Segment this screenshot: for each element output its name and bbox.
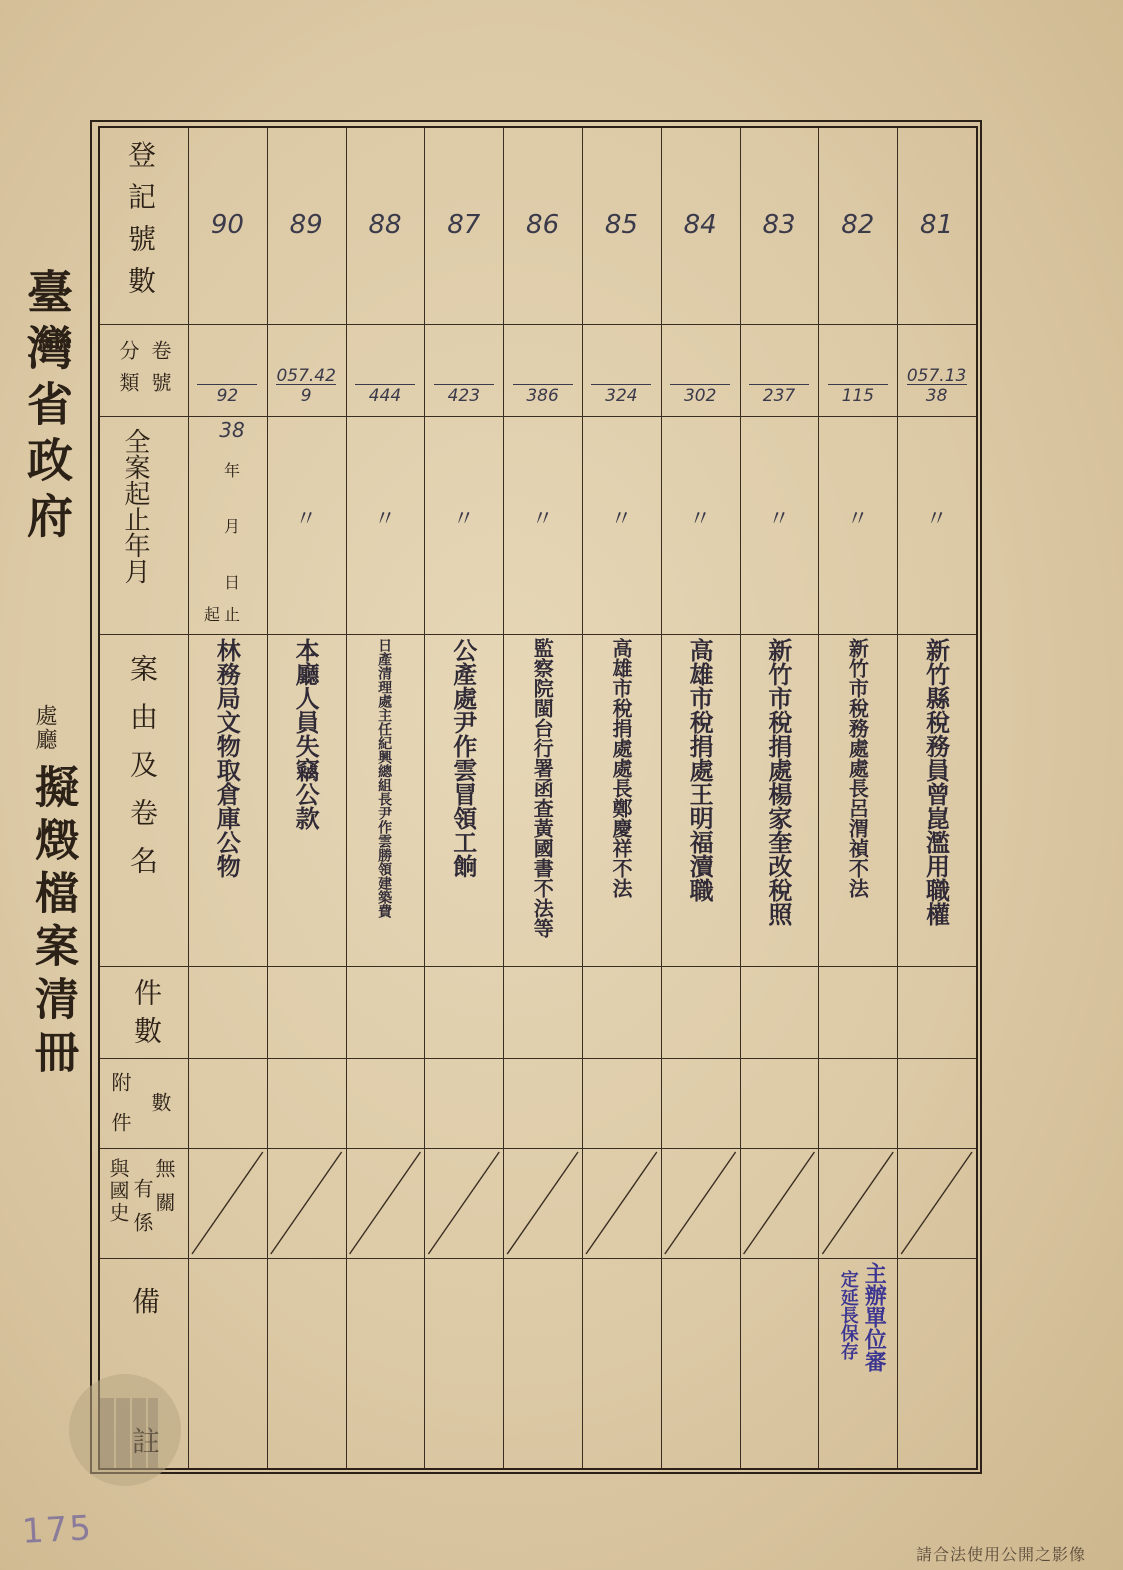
class-number-top	[591, 366, 651, 384]
row-divider	[100, 1148, 976, 1149]
archive-watermark: 請合法使用公開之影像	[916, 1545, 1087, 1564]
diagonal-strike	[428, 1152, 499, 1254]
case-name: 高雄市稅捐處王明福瀆職	[685, 638, 715, 902]
volume-number: 92	[197, 384, 257, 406]
register-number: 83	[762, 210, 796, 240]
class-volume-cell	[749, 366, 809, 406]
page-number: 175	[21, 1508, 94, 1552]
stamp-line-2: 定延長保存	[837, 1270, 859, 1360]
volume-number: 444	[355, 384, 415, 406]
class-volume-cell	[513, 366, 573, 406]
ditto-mark: 〃	[610, 507, 633, 532]
column-divider	[424, 128, 425, 1468]
date-month-label: 月	[224, 517, 241, 536]
diagonal-strike	[822, 1152, 893, 1254]
volume-number: 386	[513, 384, 573, 406]
header-attach-left: 附件	[108, 1072, 132, 1152]
row-divider	[100, 966, 976, 967]
header-history-a: 無關	[152, 1158, 176, 1226]
class-number-top	[749, 366, 809, 384]
class-number-top	[197, 366, 257, 384]
volume-number: 423	[434, 384, 494, 406]
row-divider	[100, 1058, 976, 1059]
diagonal-strike	[901, 1152, 972, 1254]
header-remark-top: 備	[132, 1285, 161, 1318]
diagonal-strike	[192, 1152, 263, 1254]
column-divider	[661, 128, 662, 1468]
register-number: 86	[526, 210, 560, 240]
class-volume-cell	[907, 366, 967, 406]
volume-number: 324	[591, 384, 651, 406]
class-number-top	[355, 366, 415, 384]
volume-number: 9	[276, 384, 336, 406]
column-divider	[740, 128, 741, 1468]
class-number-top: 057.13	[906, 366, 967, 386]
document-subtitle: 處廳	[32, 704, 57, 752]
column-divider	[897, 128, 898, 1468]
diagonal-strike	[744, 1152, 815, 1254]
document-title: 臺灣省政府	[20, 268, 74, 548]
case-name: 高雄市稅捐處處長鄭慶祥不法	[608, 638, 633, 898]
header-case-name: 案由及卷名	[126, 654, 159, 894]
header-date-range: 全案起止年月	[120, 428, 150, 584]
header-history-b: 有係	[130, 1178, 154, 1246]
class-number-top	[828, 366, 888, 384]
header-class-left: 分類	[116, 340, 140, 404]
register-number: 87	[447, 210, 481, 240]
row-divider	[100, 1258, 976, 1259]
stamp-line-1: 主辦單位審	[861, 1262, 888, 1372]
class-volume-cell	[828, 366, 888, 406]
class-volume-cell	[670, 366, 730, 406]
row-divider	[100, 324, 976, 325]
header-class-right: 卷號	[148, 340, 172, 404]
register-number: 85	[604, 210, 638, 240]
header-attach-right: 數	[148, 1092, 172, 1112]
case-name: 本廳人員失竊公款	[291, 638, 321, 830]
column-divider	[346, 128, 347, 1468]
ditto-mark: 〃	[373, 507, 396, 532]
diagonal-strike	[665, 1152, 736, 1254]
ditto-mark: 〃	[846, 507, 869, 532]
column-divider	[188, 128, 189, 1468]
row-divider	[100, 634, 976, 635]
class-number-top	[513, 366, 573, 384]
case-name: 新竹市稅捐處楊家奎改稅照	[763, 638, 793, 926]
class-volume-cell	[591, 366, 651, 406]
date-range-label: 起止	[204, 605, 245, 624]
volume-number: 237	[749, 384, 809, 406]
volume-number: 115	[828, 384, 888, 406]
ditto-mark: 〃	[531, 507, 554, 532]
diagonal-strike	[350, 1152, 421, 1254]
case-name: 新竹縣稅務員曾崑濫用職權	[921, 638, 951, 926]
case-name: 日產清理處主任紀興總組長尹作雲勝領建築費	[376, 638, 393, 918]
ditto-mark: 〃	[767, 507, 790, 532]
ditto-mark: 〃	[689, 507, 712, 532]
class-volume-cell	[276, 366, 336, 406]
class-volume-cell	[434, 366, 494, 406]
header-reg-no: 登記號數	[124, 140, 157, 308]
column-divider	[582, 128, 583, 1468]
class-number-top	[670, 366, 730, 384]
column-divider	[818, 128, 819, 1468]
diagonal-strike	[586, 1152, 657, 1254]
diagonal-strike	[507, 1152, 578, 1254]
row-divider	[100, 416, 976, 417]
register-number: 90	[210, 210, 244, 240]
header-item-count: 件數	[130, 978, 163, 1054]
date-year-label: 年	[224, 461, 241, 480]
volume-number: 38	[907, 384, 967, 406]
register-number: 81	[920, 210, 954, 240]
register-table	[98, 126, 978, 1470]
register-number: 84	[683, 210, 717, 240]
column-divider	[503, 128, 504, 1468]
diagonal-strike	[271, 1152, 342, 1254]
date-year-value: 38	[219, 418, 245, 442]
ditto-mark: 〃	[452, 507, 475, 532]
class-number-top	[434, 366, 494, 384]
case-name: 監察院閩台行署函查黃國書不法等	[530, 638, 555, 938]
case-name: 林務局文物取倉庫公物	[212, 638, 242, 878]
volume-number: 302	[670, 384, 730, 406]
archive-book-logo	[60, 1370, 190, 1490]
class-volume-cell	[197, 366, 257, 406]
header-history-c: 與國史	[106, 1158, 130, 1224]
class-number-top: 057.42	[276, 366, 336, 386]
ditto-mark: 〃	[295, 507, 318, 532]
ditto-mark: 〃	[925, 507, 948, 532]
case-name: 公產處尹作雲冒領工餉	[448, 638, 478, 878]
register-number: 88	[368, 210, 402, 240]
register-title: 擬燬檔案清冊	[27, 764, 78, 1082]
date-day-label: 日	[224, 573, 241, 592]
class-volume-cell	[355, 366, 415, 406]
column-divider	[267, 128, 268, 1468]
case-name: 新竹市稅務處處長呂渭禎不法	[845, 638, 870, 898]
register-number: 82	[841, 210, 875, 240]
register-number: 89	[289, 210, 323, 240]
